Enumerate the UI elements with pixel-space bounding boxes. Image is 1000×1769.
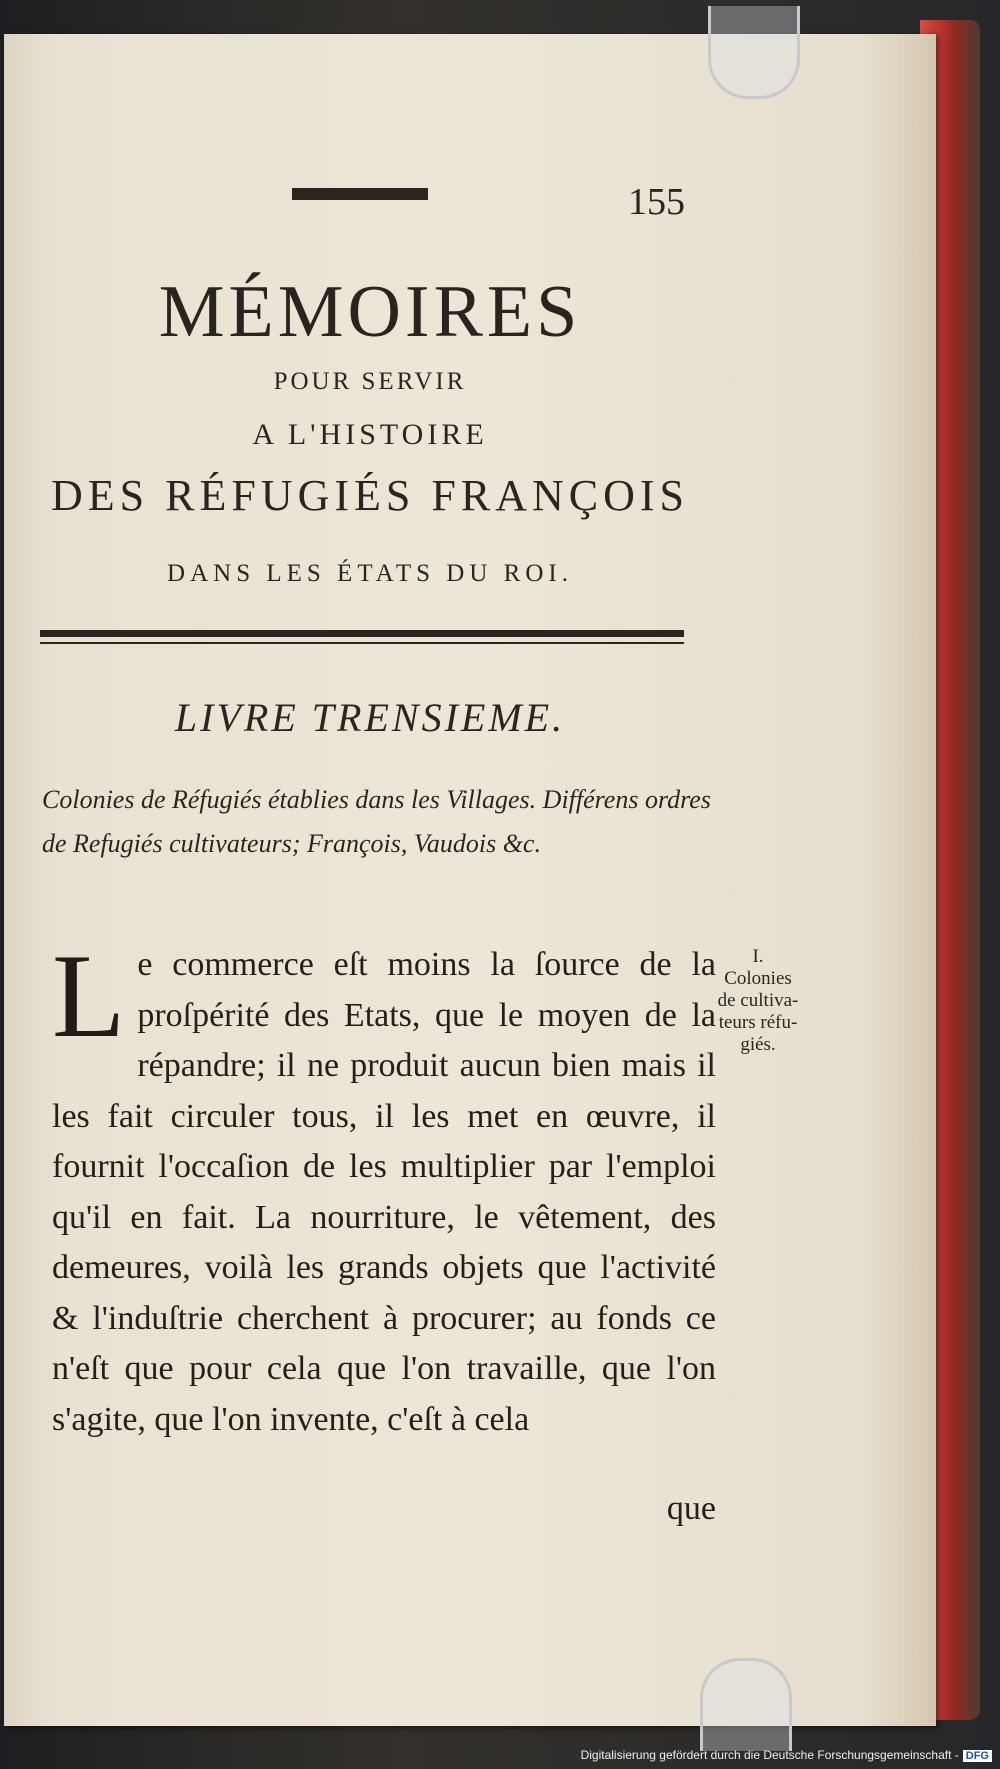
book-heading: LIVRE TRENSIEME. [174,695,566,740]
margin-note-line: giés. [740,1034,776,1055]
chapter-summary: Colonies de Réfugiés établies dans les Villages. Différens ordres de Refugiés cultivateurs; François, Vaudois &c. [42,785,711,858]
catchword: que [666,1490,716,1527]
margin-note [712,946,804,1056]
margin-note-line: teurs réfu- [718,1012,798,1033]
subtitle-line-4: DANS LES ÉTATS DU ROI. [167,560,573,587]
digitization-credit [560,1748,992,1762]
margin-note-line: Colonies [724,968,792,989]
dfg-logo: DFG [963,1750,992,1762]
drop-cap: L [52,929,126,1062]
subtitle-line-3: DES RÉFUGIÉS FRANÇOIS [51,471,689,520]
subtitle-line-2: A L'HISTOIRE [252,418,488,451]
margin-note-number: I. [752,946,764,967]
page-number: 155 [628,181,685,223]
page-clip-bottom [700,1658,792,1751]
body-paragraph [52,929,716,1445]
header-rule [292,188,428,200]
page-clip-top [708,6,800,99]
page-title: MÉMOIRES [158,271,582,353]
margin-note-line: de cultiva- [717,990,799,1011]
body-text: e commerce eſt moins la ſource de la proſpérité des Etats, que le moyen de la répandre; il ne produit aucun bien mais il les fait circuler tous, il les met en œuvre, il fournit l'occaſion de les multiplier par l'emploi qu'il en fait. La nourriture, le vêtement, des demeures, voilà les grands objets que l'activité & l'induſtrie cherchent à procurer; au fonds ce n'eſt que pour cela que l'on travaille, que l'on s'agite, que l'on invente, c'eſt à cela [52,946,716,1438]
credit-text: Digitalisierung gefördert durch die Deutsche Forschungsgemeinschaft - [580,1748,959,1762]
subtitle-line-1: POUR SERVIR [273,368,467,395]
section-divider [40,630,684,644]
